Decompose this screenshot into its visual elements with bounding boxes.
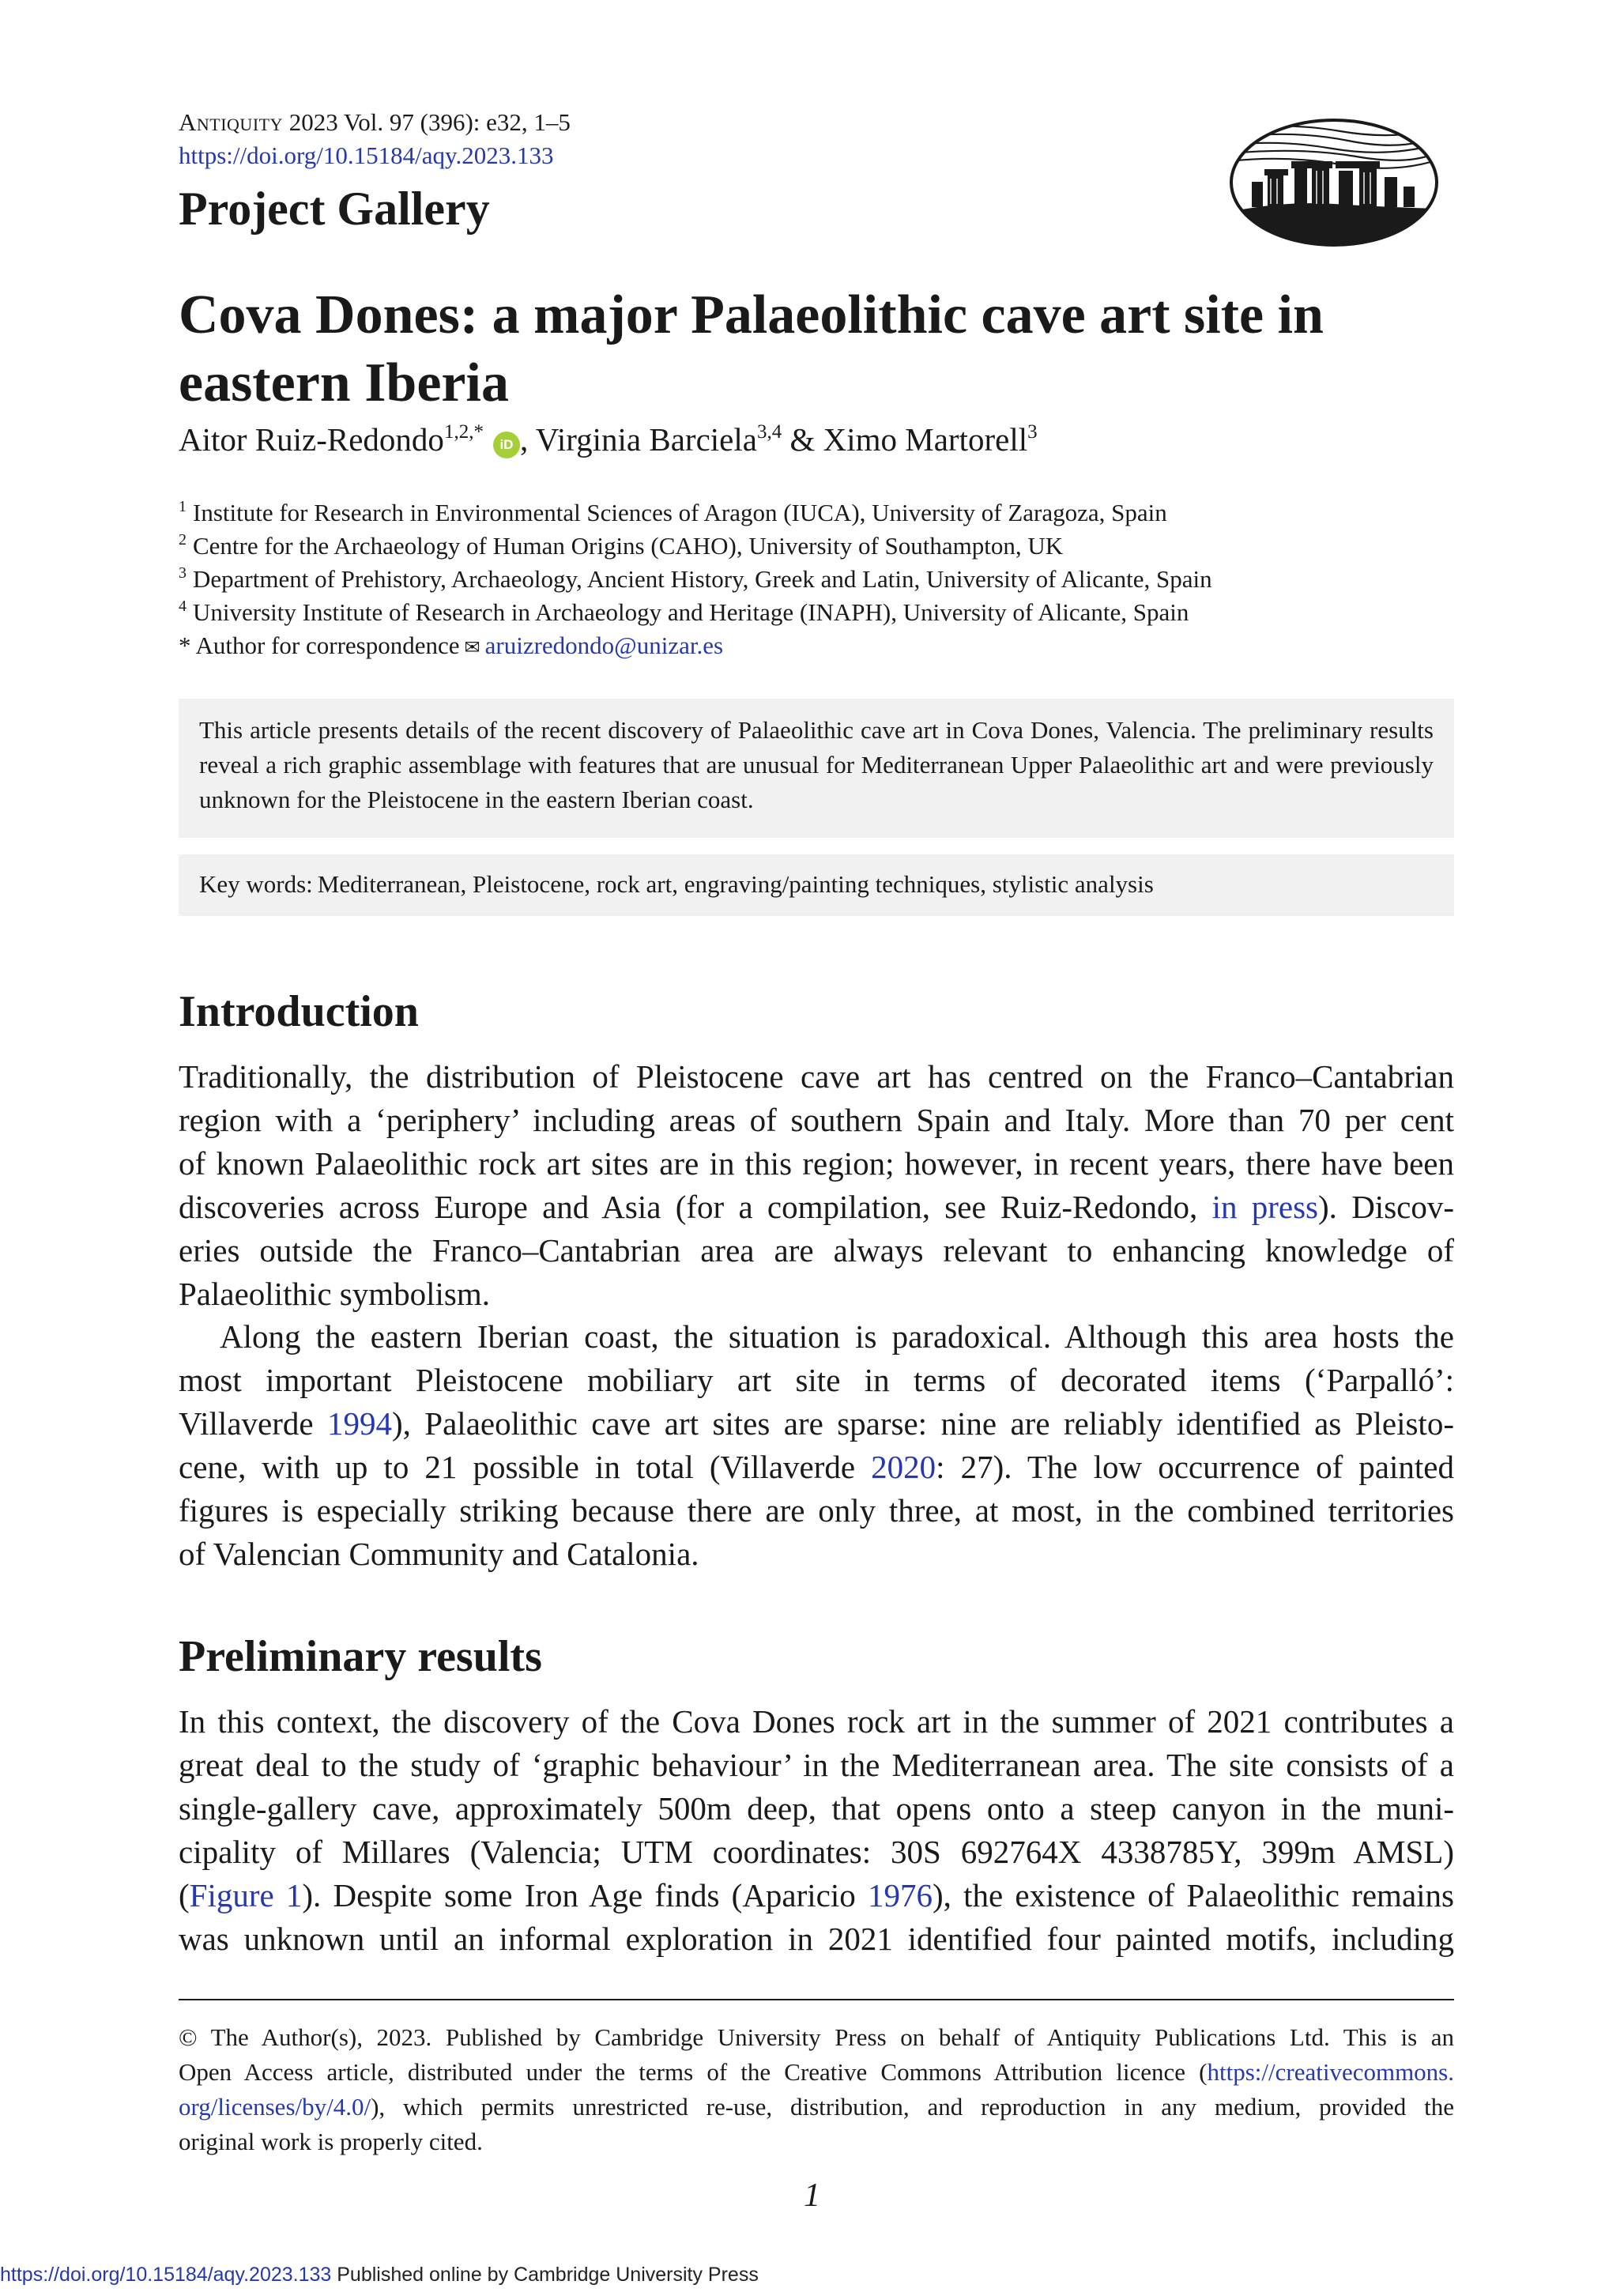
section-label: Project Gallery	[179, 183, 490, 235]
text-run: ), the existence of Palaeolithic remains	[932, 1877, 1454, 1913]
villaverde-1994-link[interactable]: 1994	[326, 1405, 392, 1442]
figure-1-link[interactable]: Figure 1	[189, 1877, 303, 1913]
license-url-link[interactable]: org/licenses/by/4.0/	[179, 2093, 371, 2121]
text-line	[179, 1186, 1454, 1229]
text-line: figures is especially striking because there are only three, at most, in the combined territories	[179, 1492, 1454, 1529]
text-line: original work is properly cited.	[179, 2128, 483, 2155]
page-footer	[0, 2262, 759, 2287]
villaverde-2020-link[interactable]: 2020	[871, 1449, 936, 1485]
text-line	[179, 2055, 1454, 2090]
stonehenge-logo-icon	[1230, 119, 1438, 247]
affiliation-text: Centre for the Archaeology of Human Origins (CAHO), University of Southampton, UK	[193, 532, 1064, 560]
text-line: Along the eastern Iberian coast, the situation is paradoxical. Although this area hosts the	[220, 1318, 1454, 1355]
text-line: cipality of Millares (Valencia; UTM coordinates: 30S 692764X 4338785Y, 399m AMSL)	[179, 1834, 1454, 1870]
text-line: great deal to the study of ‘graphic behaviour’ in the Mediterranean area. The site consists of a	[179, 1747, 1454, 1783]
text-line	[179, 2090, 1454, 2124]
license-url-link[interactable]: https://creativecommons.	[1207, 2058, 1454, 2086]
affiliation-item	[179, 596, 1459, 629]
footnote-divider	[179, 1999, 1454, 2000]
text-line: In this context, the discovery of the Cova Dones rock art in the summer of 2021 contributes a	[179, 1703, 1454, 1740]
text-run: ), Palaeolithic cave art sites are sparse: nine are reliably identified as Pleisto-	[391, 1405, 1454, 1442]
author-affiliation-marker: 3	[1027, 421, 1038, 443]
journal-name: Antiquity	[179, 108, 283, 136]
aparicio-1976-link[interactable]: 1976	[867, 1877, 933, 1913]
text-line	[179, 1446, 1454, 1489]
affiliation-item	[179, 530, 1459, 563]
introduction-paragraph-2	[179, 1315, 1454, 1576]
text-run: Open Access article, distributed under the terms of the Creative Commons Attribution licence (	[179, 2058, 1208, 2086]
text-line: Traditionally, the distribution of Pleistocene cave art has centred on the Franco–Cantabrian	[179, 1058, 1454, 1095]
affiliation-list	[179, 496, 1459, 664]
text-run: (	[179, 1877, 190, 1913]
text-line	[179, 1874, 1454, 1917]
author-affiliation-marker: 1,2,*	[443, 421, 484, 443]
introduction-heading: Introduction	[179, 987, 419, 1036]
keywords-label: Key words:	[199, 870, 313, 898]
affiliation-number: 3	[179, 564, 187, 582]
correspondence-line	[179, 629, 1459, 664]
text-run: cene, with up to 21 possible in total (Villaverde	[179, 1449, 872, 1485]
text-run: ). Discov-	[1318, 1189, 1454, 1225]
author-name: Ximo Martorell	[823, 421, 1028, 458]
text-line: most important Pleistocene mobiliary art site in terms of decorated items (‘Parpalló’:	[179, 1362, 1454, 1398]
correspondence-email-link[interactable]: aruizredondo@unizar.es	[484, 631, 724, 659]
page-number: 1	[804, 2177, 820, 2214]
affiliation-text: Institute for Research in Environmental Sciences of Aragon (IUCA), University of Zaragoza, Spain	[193, 499, 1167, 526]
text-line: Palaeolithic symbolism.	[179, 1276, 491, 1312]
text-line: was unknown until an informal exploration in 2021 identified four painted motifs, including	[179, 1921, 1454, 1957]
author-list	[179, 417, 1038, 462]
author-affiliation-marker: 3,4	[756, 421, 782, 443]
text-run: ), which permits unrestricted re-use, distribution, and reproduction in any medium, provided the	[371, 2093, 1454, 2121]
preliminary-results-heading: Preliminary results	[179, 1632, 542, 1681]
journal-citation	[179, 107, 571, 138]
introduction-paragraph-1	[179, 1055, 1454, 1316]
text-line: of known Palaeolithic rock art sites are in this region; however, in recent years, there have been	[179, 1145, 1454, 1182]
text-line: of Valencian Community and Catalonia.	[179, 1536, 699, 1572]
author-name: Aitor Ruiz-Redondo	[179, 421, 444, 458]
abstract-box	[179, 699, 1454, 838]
abstract-text: This article presents details of the recent discovery of Palaeolithic cave art in Cova Dones, Valencia. The preliminary results reveal a rich graphic assemblage with features that are unusual for Mediterranean Upper Palaeolithic art and were previously unknown for the Pleistocene in the eastern Iberian coast.	[199, 716, 1434, 813]
orcid-icon[interactable]: iD	[493, 432, 520, 458]
article-title: Cova Dones: a major Palaeolithic cave art site in eastern Iberia	[179, 285, 1324, 413]
affiliation-text: University Institute of Research in Archaeology and Heritage (INAPH), University of Alicante, Spain	[193, 598, 1189, 626]
doi-link[interactable]: https://doi.org/10.15184/aqy.2023.133	[179, 141, 554, 169]
text-line	[179, 1402, 1454, 1446]
in-press-reference-link[interactable]: in press	[1211, 1189, 1319, 1225]
affiliation-number: 2	[179, 531, 187, 549]
license-notice	[179, 2020, 1454, 2159]
text-line: single-gallery cave, approximately 500m deep, that opens onto a steep canyon in the muni-	[179, 1790, 1454, 1827]
author-separator: &	[782, 421, 823, 458]
journal-volume: 2023 Vol. 97 (396): e32, 1–5	[288, 108, 571, 136]
affiliation-item	[179, 563, 1459, 596]
text-run: : 27). The low occurrence of painted	[936, 1449, 1454, 1485]
affiliation-number: 4	[179, 598, 187, 615]
envelope-icon: ✉	[464, 636, 480, 658]
correspondence-label: * Author for correspondence	[179, 631, 460, 659]
preliminary-results-paragraph	[179, 1700, 1454, 1961]
text-line: region with a ‘periphery’ including areas of southern Spain and Italy. More than 70 per cent	[179, 1102, 1454, 1138]
keywords-box	[179, 854, 1454, 916]
text-run: discoveries across Europe and Asia (for a compilation, see Ruiz-Redondo,	[179, 1189, 1212, 1225]
text-run: Villaverde	[179, 1405, 327, 1442]
affiliation-number: 1	[179, 498, 187, 515]
affiliation-item	[179, 496, 1459, 530]
keywords-text: Mediterranean, Pleistocene, rock art, engraving/painting techniques, stylistic analysis	[317, 870, 1154, 898]
text-line: eries outside the Franco–Cantabrian area are always relevant to enhancing knowledge of	[179, 1232, 1454, 1269]
footer-doi-link[interactable]: https://doi.org/10.15184/aqy.2023.133	[0, 2264, 332, 2286]
text-line: © The Author(s), 2023. Published by Cambridge University Press on behalf of Antiquity Publications Ltd. This is an	[179, 2023, 1454, 2051]
author-name: Virginia Barciela	[535, 421, 757, 458]
text-run: ). Despite some Iron Age finds (Aparicio	[302, 1877, 868, 1913]
author-separator: ,	[519, 421, 536, 458]
affiliation-text: Department of Prehistory, Archaeology, Ancient History, Greek and Latin, University of Alicante, Spain	[193, 565, 1212, 593]
footer-text: Published online by Cambridge University Press	[331, 2264, 759, 2286]
